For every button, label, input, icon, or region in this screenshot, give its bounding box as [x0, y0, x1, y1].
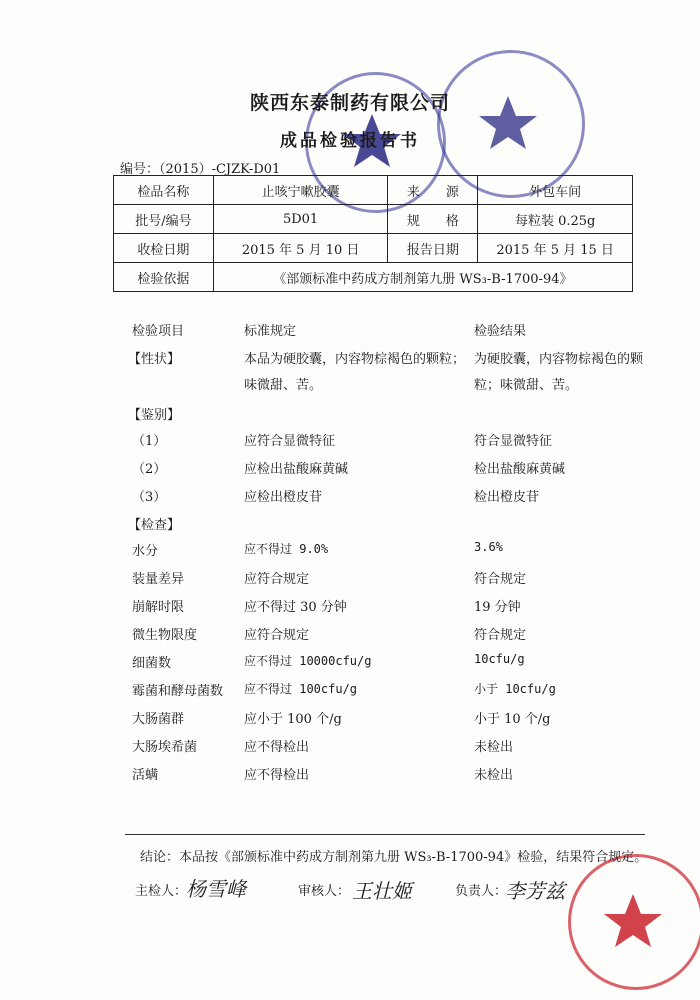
product-label: 检品名称	[114, 176, 214, 205]
check-row-1-result: 3.6%	[474, 540, 503, 554]
check-row-5-item: 细菌数	[132, 656, 172, 671]
inspector-label: 主检人：	[135, 884, 188, 899]
check-row-5-result: 10cfu/g	[474, 652, 525, 666]
check-row-6-std: 应不得过 100cfu/g	[244, 682, 358, 696]
ident-row-1-item: （1）	[132, 434, 167, 449]
reviewer-label: 审核人：	[298, 884, 351, 899]
check-row-3-std: 应不得过 30 分钟	[244, 600, 347, 615]
check-row-8-std: 应不得检出	[244, 740, 310, 755]
report-date: 2015 年 5 月 15 日	[478, 234, 633, 263]
check-row-3-item: 崩解时限	[132, 600, 185, 615]
char-result-line1: 为硬胶囊，内容物棕褐色的颗	[474, 352, 644, 367]
check-row-7-item: 大肠菌群	[132, 712, 185, 727]
check-row-9-result: 未检出	[474, 768, 514, 783]
ident-row-1-std: 应符合显微特征	[244, 434, 336, 449]
char-result-line2: 粒；味微甜、苦。	[474, 378, 579, 393]
ident-row-2-std: 应检出盐酸麻黄碱	[244, 462, 349, 477]
check-row-1-item: 水分	[132, 544, 159, 559]
ident-row-2-item: （2）	[132, 462, 167, 477]
separator-line	[125, 834, 645, 835]
check-row-6-item: 霉菌和酵母菌数	[132, 684, 224, 699]
char-standard-line2: 味微甜、苦。	[244, 378, 323, 393]
company-name: 陕西东泰制药有限公司	[249, 92, 450, 114]
check-row-8-item: 大肠埃希菌	[132, 740, 198, 755]
check-row-4-result: 符合规定	[474, 628, 527, 643]
check-row-2-std: 应符合规定	[244, 572, 310, 587]
ident-row-3-result: 检出橙皮苷	[474, 490, 540, 505]
receive-date: 2015 年 5 月 10 日	[213, 234, 388, 263]
check-row-5-std: 应不得过 10000cfu/g	[244, 654, 372, 668]
company-stamp-red	[568, 854, 700, 990]
ident-row-3-std: 应检出橙皮苷	[244, 490, 323, 505]
check-row-4-std: 应符合规定	[244, 628, 310, 643]
section-identification: 【鉴别】	[128, 408, 181, 423]
product-name: 止咳宁嗽胶囊	[213, 176, 388, 205]
char-standard-line1: 本品为硬胶囊，内容物棕褐色的颗粒；	[244, 352, 466, 367]
section-checks: 【检查】	[128, 518, 181, 533]
receive-date-label: 收检日期	[114, 234, 214, 263]
check-row-7-std: 应小于 100 个/g	[244, 712, 342, 727]
info-table	[113, 175, 633, 292]
col-header-result: 检验结果	[474, 324, 527, 339]
check-row-2-item: 装量差异	[132, 572, 185, 587]
check-row-9-std: 应不得检出	[244, 768, 310, 783]
section-characters: 【性状】	[128, 352, 181, 367]
reviewer-signature: 王壮姬	[352, 879, 412, 903]
report-title: 成品检验报告书	[280, 131, 420, 151]
spec-label: 规 格	[388, 205, 478, 234]
check-row-8-result: 未检出	[474, 740, 514, 755]
basis-label: 检验依据	[114, 263, 214, 292]
check-row-1-std: 应不得过 9.0%	[244, 542, 329, 556]
source-label: 来 源	[388, 176, 478, 205]
report-date-label: 报告日期	[388, 234, 478, 263]
responsible-signature: 李芳兹	[505, 879, 565, 903]
check-row-3-result: 19 分钟	[474, 600, 521, 615]
col-header-standard: 标准规定	[244, 324, 297, 339]
source-value: 外包车间	[478, 176, 633, 205]
check-row-7-result: 小于 10 个/g	[474, 712, 551, 727]
check-row-9-item: 活螨	[132, 768, 159, 783]
batch-value: 5D01	[213, 205, 388, 234]
document-number: 编号：（2015）-CJZK-D01	[120, 162, 281, 177]
responsible-label: 负责人：	[455, 884, 508, 899]
col-header-item: 检验项目	[132, 324, 185, 339]
ident-row-2-result: 检出盐酸麻黄碱	[474, 462, 566, 477]
batch-label: 批号/编号	[114, 205, 214, 234]
spec-value: 每粒装 0.25g	[478, 205, 633, 234]
ident-row-1-result: 符合显微特征	[474, 434, 553, 449]
check-row-4-item: 微生物限度	[132, 628, 198, 643]
check-row-2-result: 符合规定	[474, 572, 527, 587]
conclusion-text: 结论：本品按《部颁标准中药成方制剂第九册 WS₃-B-1700-94》检验，结果符合规定。	[140, 850, 648, 865]
check-row-6-result: 小于 10cfu/g	[474, 682, 556, 696]
ident-row-3-item: （3）	[132, 490, 167, 505]
basis-value: 《部颁标准中药成方制剂第九册 WS₃-B-1700-94》	[213, 263, 632, 292]
inspector-signature: 杨雪峰	[186, 877, 246, 901]
